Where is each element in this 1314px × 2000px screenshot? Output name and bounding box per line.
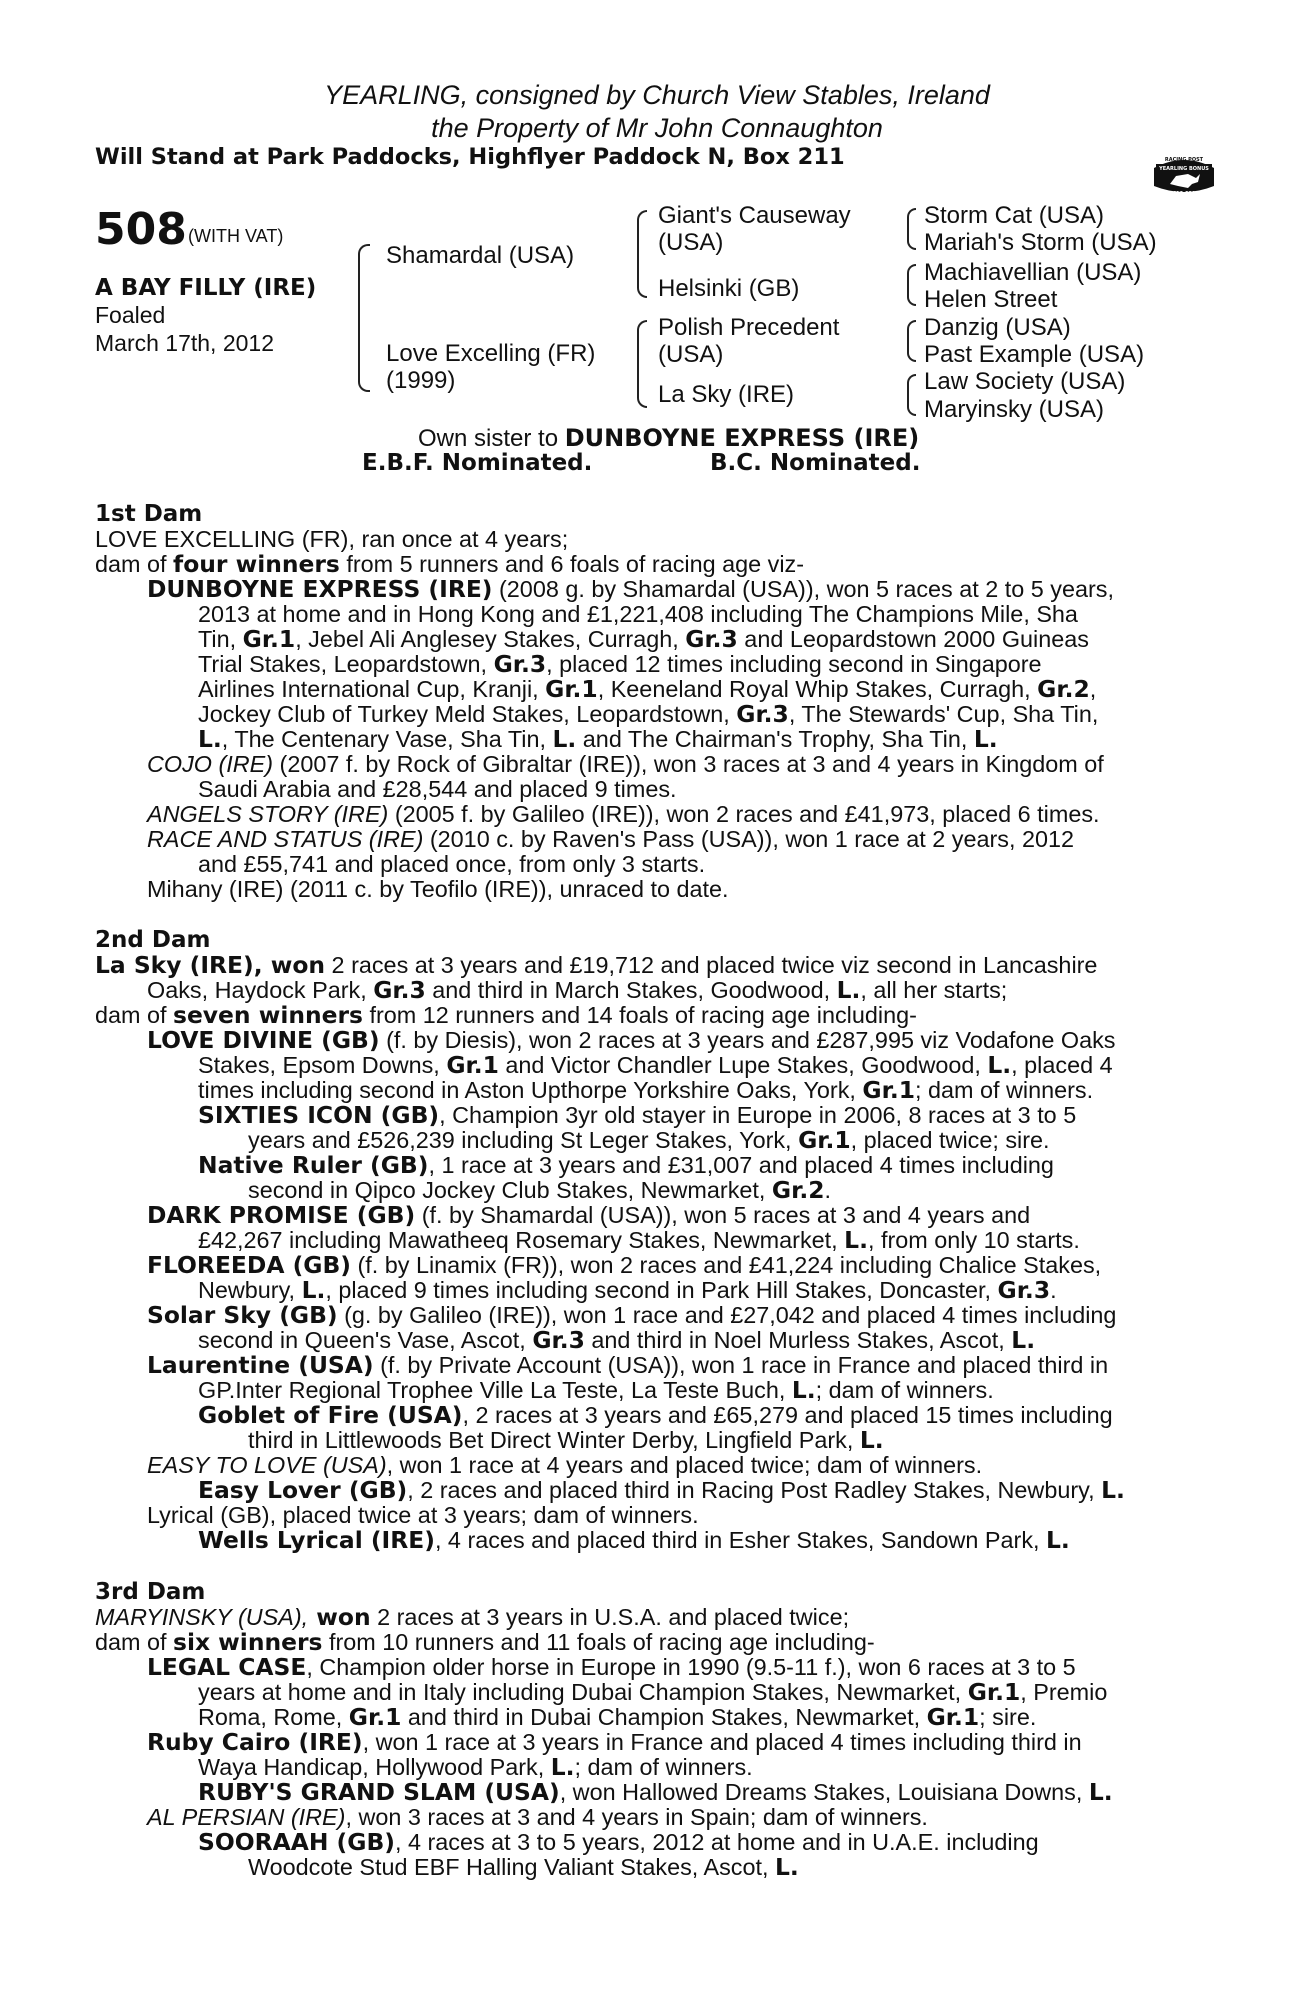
pedigree-brace-dam [637,320,647,408]
sixties-icon-line-1: SIXTIES ICON (GB), Champion 3yr old stayer in Europe in 2006, 8 races at 3 to 5 [198,1101,1077,1129]
second-dam-line-3: dam of seven winners from 12 runners and 14 foals of racing age including- [95,1001,917,1029]
pedigree-dam-sire-2: (USA) [658,341,724,368]
goblet-line-2: third in Littlewoods Bet Direct Winter Derby, Lingfield Park, L. [248,1426,884,1454]
pedigree-dam-sire: Polish Precedent [658,314,840,341]
pedigree-sss: Storm Cat (USA) [924,202,1105,229]
second-dam-line-1: La Sky (IRE), won 2 races at 3 years and £19,712 and placed twice viz second in Lancashire [95,951,1098,979]
pedigree-dam-dam: La Sky (IRE) [658,381,795,408]
floreeda-line-1: FLOREEDA (GB) (f. by Linamix (FR)), won 2 races and £41,224 including Chalice Stakes, [147,1251,1102,1279]
wells-lyrical-line: Wells Lyrical (IRE), 4 races and placed third in Esher Stakes, Sandown Park, L. [198,1526,1070,1554]
first-dam-line-2: dam of four winners from 5 runners and 6 foals of racing age viz- [95,550,805,578]
lot-name: A BAY FILLY (IRE) [95,275,317,301]
header-line-1: YEARLING, consigned by Church View Stables, Ireland [324,80,990,110]
laurentine-line-2: GP.Inter Regional Trophee Ville La Teste, La Teste Buch, L.; dam of winners. [198,1376,994,1404]
pedigree-brace-sire [637,210,647,298]
first-dam-line-1: LOVE EXCELLING (FR), ran once at 4 years; [95,526,569,552]
pedigree-dss: Danzig (USA) [924,314,1071,341]
cojo-line-1: COJO (IRE) (2007 f. by Rock of Gibraltar (IRE)), won 3 races at 3 and 4 years in Kingdom of [147,751,1104,777]
solar-sky-line-2: second in Queen's Vase, Ascot, Gr.3 and third in Noel Murless Stakes, Ascot, L. [198,1326,1036,1354]
pedigree-sds: Machiavellian (USA) [924,259,1142,286]
legal-case-line-3: Roma, Rome, Gr.1 and third in Dubai Champion Stakes, Newmarket, Gr.1; sire. [198,1703,1037,1731]
ebf-note: E.B.F. Nominated. [362,450,593,476]
race-line-2: and £55,741 and placed once, from only 3 starts. [198,851,706,877]
cojo-line-2: Saudi Arabia and £28,544 and placed 9 times. [198,776,677,802]
dark-promise-line-2: £42,267 including Mawatheeq Rosemary Stakes, Newmarket, L., from only 10 starts. [198,1226,1080,1254]
pedigree-brace-main [358,244,370,392]
dark-promise-line-1: DARK PROMISE (GB) (f. by Shamardal (USA)), won 5 races at 3 and 4 years and [147,1201,1031,1229]
pedigree-sire: Shamardal (USA) [386,242,575,269]
love-divine-line-3: times including second in Aston Upthorpe Yorkshire Oaks, York, Gr.1; dam of winners. [198,1076,1094,1104]
second-dam-line-2: Oaks, Haydock Park, Gr.3 and third in March Stakes, Goodwood, L., all her starts; [147,976,1008,1004]
foaled-date: March 17th, 2012 [95,330,275,356]
legal-case-line-1: LEGAL CASE, Champion older horse in Europe in 1990 (9.5-11 f.), won 6 races at 3 to 5 [147,1653,1076,1681]
easy-lover-line: Easy Lover (GB), 2 races and placed third in Racing Post Radley Stakes, Newbury, L. [198,1476,1125,1504]
rubys-grand-slam-line: RUBY'S GRAND SLAM (USA), won Hallowed Dreams Stakes, Louisiana Downs, L. [198,1778,1113,1806]
pedigree-ssd: Mariah's Storm (USA) [924,229,1157,256]
header-line-3: Will Stand at Park Paddocks, Highflyer Paddock N, Box 211 [95,144,845,170]
dunboyne-line-1: DUNBOYNE EXPRESS (IRE) (2008 g. by Shamardal (USA)), won 5 races at 2 to 5 years, [147,575,1114,603]
goblet-line-1: Goblet of Fire (USA), 2 races at 3 years and £65,279 and placed 15 times including [198,1401,1113,1429]
dunboyne-line-7: L., The Centenary Vase, Sha Tin, L. and The Chairman's Trophy, Sha Tin, L. [198,725,998,753]
pedigree-dsd: Past Example (USA) [924,341,1145,368]
second-dam-heading: 2nd Dam [95,927,211,953]
native-ruler-line-2: second in Qipco Jockey Club Stakes, Newmarket, Gr.2. [248,1176,831,1204]
pedigree-brace-4 [907,374,916,416]
yearling-bonus-badge [1148,150,1220,198]
angels-line-1: ANGELS STORY (IRE) (2005 f. by Galileo (IRE)), won 2 races and £41,973, placed 6 times. [147,801,1100,827]
race-line-1: RACE AND STATUS (IRE) (2010 c. by Raven's Pass (USA)), won 1 race at 2 years, 2012 [147,826,1074,852]
header-line-2: the Property of Mr John Connaughton [431,113,883,143]
pedigree-sire-sire: Giant's Causeway [658,202,851,229]
pedigree-brace-2 [907,264,916,306]
badge-top-text: RACING POST [1164,157,1204,163]
ruby-cairo-line-2: Waya Handicap, Hollywood Park, L.; dam of winners. [198,1753,753,1781]
pedigree-brace-1 [907,208,916,250]
badge-bottom-text: £10,000 [1172,191,1196,197]
first-dam-heading: 1st Dam [95,501,203,527]
pedigree-dam-year: (1999) [386,367,456,394]
easy-to-love-line: EASY TO LOVE (USA), won 1 race at 4 years and placed twice; dam of winners. [147,1452,983,1478]
sooraah-line-1: SOORAAH (GB), 4 races at 3 to 5 years, 2012 at home and in U.A.E. including [198,1828,1039,1856]
ruby-cairo-line-1: Ruby Cairo (IRE), won 1 race at 3 years in France and placed 4 times including third in [147,1728,1082,1756]
laurentine-line-1: Laurentine (USA) (f. by Private Account (USA)), won 1 race in France and placed third in [147,1351,1109,1379]
pedigree-brace-3 [907,320,916,362]
dunboyne-line-4: Trial Stakes, Leopardstown, Gr.3, placed 12 times including second in Singapore [198,650,1042,678]
pedigree-sdd: Helen Street [924,286,1058,313]
pedigree-dds: Law Society (USA) [924,368,1126,395]
pedigree-sire-dam: Helsinki (GB) [658,275,800,302]
mihany-line: Mihany (IRE) (2011 c. by Teofilo (IRE)), unraced to date. [147,876,729,902]
bc-note: B.C. Nominated. [710,450,921,476]
lot-number: 508 [95,204,187,255]
pedigree-ddd: Maryinsky (USA) [924,396,1105,423]
badge-mid-text: YEARLING BONUS [1159,166,1209,172]
love-divine-line-1: LOVE DIVINE (GB) (f. by Diesis), won 2 races at 3 years and £287,995 viz Vodafone Oaks [147,1026,1116,1054]
floreeda-line-2: Newbury, L., placed 9 times including second in Park Hill Stakes, Doncaster, Gr.3. [198,1276,1057,1304]
own-sister-note: Own sister to DUNBOYNE EXPRESS (IRE) [418,424,920,452]
al-persian-line: AL PERSIAN (IRE), won 3 races at 3 and 4 years in Spain; dam of winners. [147,1804,928,1830]
pedigree-dam: Love Excelling (FR) [386,340,596,367]
native-ruler-line-1: Native Ruler (GB), 1 race at 3 years and £31,007 and placed 4 times including [198,1151,1054,1179]
pedigree-sire-sire-2: (USA) [658,229,724,256]
foaled-label: Foaled [95,302,166,328]
dunboyne-line-6: Jockey Club of Turkey Meld Stakes, Leopardstown, Gr.3, The Stewards' Cup, Sha Tin, [198,700,1099,728]
lot-vat: (WITH VAT) [188,226,284,246]
third-dam-line-2: dam of six winners from 10 runners and 11 foals of racing age including- [95,1628,875,1656]
lyrical-line: Lyrical (GB), placed twice at 3 years; dam of winners. [147,1502,699,1528]
third-dam-heading: 3rd Dam [95,1579,206,1605]
dunboyne-line-2: 2013 at home and in Hong Kong and £1,221,408 including The Champions Mile, Sha [198,601,1078,627]
dunboyne-line-3: Tin, Gr.1, Jebel Ali Anglesey Stakes, Curragh, Gr.3 and Leopardstown 2000 Guineas [198,625,1089,653]
third-dam-line-1: MARYINSKY (USA), won 2 races at 3 years in U.S.A. and placed twice; [95,1603,850,1631]
love-divine-line-2: Stakes, Epsom Downs, Gr.1 and Victor Chandler Lupe Stakes, Goodwood, L., placed 4 [198,1051,1113,1079]
dunboyne-line-5: Airlines International Cup, Kranji, Gr.1, Keeneland Royal Whip Stakes, Curragh, Gr.2, [198,675,1097,703]
solar-sky-line-1: Solar Sky (GB) (g. by Galileo (IRE)), won 1 race and £27,042 and placed 4 times including [147,1301,1117,1329]
sixties-icon-line-2: years and £526,239 including St Leger Stakes, York, Gr.1, placed twice; sire. [248,1126,1050,1154]
sooraah-line-2: Woodcote Stud EBF Halling Valiant Stakes, Ascot, L. [248,1853,799,1881]
legal-case-line-2: years at home and in Italy including Dubai Champion Stakes, Newmarket, Gr.1, Premio [198,1678,1108,1706]
